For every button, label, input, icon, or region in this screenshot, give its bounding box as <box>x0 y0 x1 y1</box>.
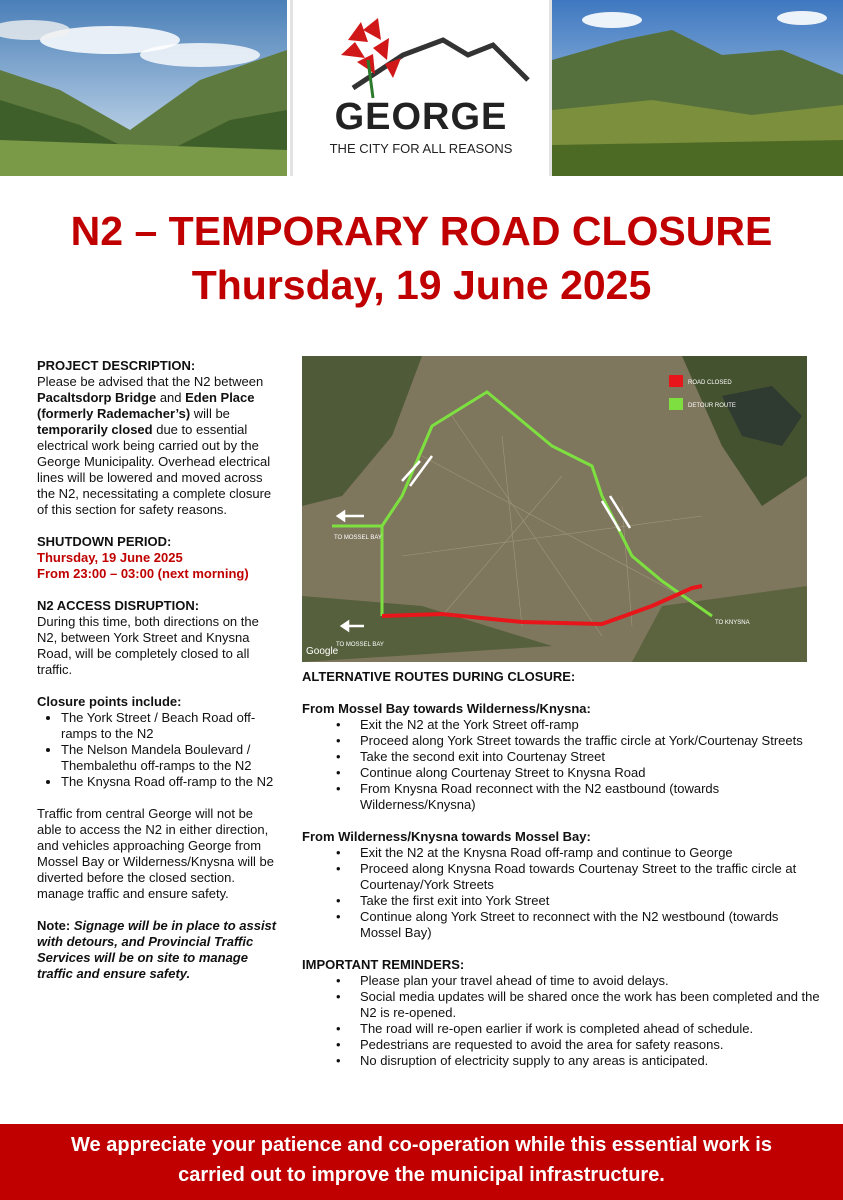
footer-line-1: We appreciate your patience and co-operation while this essential work is <box>71 1134 772 1156</box>
list-item: • Take the first exit into York Street <box>360 893 822 909</box>
shutdown-date: Thursday, 19 June 2025 <box>37 550 183 565</box>
list-item: • The road will re-open earlier if work is completed ahead of schedule. <box>360 1021 822 1037</box>
detour-map <box>302 356 807 662</box>
traffic-info: Traffic from central George will not be able to access the N2 in either direction, and vehicles approaching George from Mossel Bay or Wilderness/Knysna will be diverted before the closed section. manage traffic and ensure safety. <box>37 806 274 901</box>
list-item: • The Nelson Mandela Boulevard / Thembalethu off-ramps to the N2 <box>61 742 277 774</box>
label-to-knysna: TO KNYSNA <box>715 620 750 626</box>
project-heading: PROJECT DESCRIPTION: <box>37 358 196 373</box>
access-heading: N2 ACCESS DISRUPTION: <box>37 598 200 613</box>
list-item: • Social media updates will be shared once the work has been completed and the N2 is re-opened. <box>360 989 822 1021</box>
closure-points <box>37 694 277 790</box>
page-date: Thursday, 19 June 2025 <box>191 262 652 308</box>
east-route-list <box>302 717 822 813</box>
east-route-heading: From Mossel Bay towards Wilderness/Knysna: <box>302 701 591 716</box>
flower-mountain-icon <box>293 0 549 100</box>
list-item: • Proceed along York Street towards the traffic circle at York/Courtenay Streets <box>360 733 822 749</box>
shutdown-time: From 23:00 – 03:00 (next morning) <box>37 566 249 581</box>
note: Note: Signage will be in place to assist with detours, and Provincial Traffic Services will be on site to manage traffic and ensure safety. <box>37 918 277 981</box>
header-banner <box>0 0 843 176</box>
closure-heading: Closure points include: <box>37 694 182 709</box>
list-item: • Exit the N2 at the York Street off-ramp <box>360 717 822 733</box>
list-item: • Proceed along Knysna Road towards Courtenay Street to the traffic circle at Courtenay/York Streets <box>360 861 822 893</box>
mountain-photo-left <box>0 0 287 176</box>
shutdown-period <box>37 534 277 582</box>
label-to-mossel-bay-top: TO MOSSEL BAY <box>334 535 382 541</box>
list-item: • Continue along York Street to reconnect with the N2 westbound (towards Mossel Bay) <box>360 909 822 941</box>
george-logo <box>290 0 552 176</box>
list-item: • From Knysna Road reconnect with the N2 eastbound (towards Wilderness/Knysna) <box>360 781 822 813</box>
project-description: PROJECT DESCRIPTION: Please be advised that the N2 between Pacaltsdorp Bridge and Eden Place (formerly Rademacher’s) will be temporarily closed due to essential electrical work being carried out by the George Municipality. Overhead electrical lines will be lowered and moved across the N2, necessitating a complete closure of this section for safety reasons. <box>37 358 272 517</box>
page-title: N2 – TEMPORARY ROAD CLOSURE <box>70 208 773 254</box>
routes-heading: ALTERNATIVE ROUTES DURING CLOSURE: <box>302 669 576 684</box>
list-item: • The Knysna Road off-ramp to the N2 <box>61 774 277 790</box>
list-item: • Pedestrians are requested to avoid the area for safety reasons. <box>360 1037 822 1053</box>
west-route-heading: From Wilderness/Knysna towards Mossel Bay: <box>302 829 591 844</box>
logo-tagline: THE CITY FOR ALL REASONS <box>329 141 513 156</box>
reminders-heading: IMPORTANT REMINDERS: <box>302 957 465 972</box>
left-column <box>37 358 277 998</box>
legend-closed-label: ROAD CLOSED <box>688 380 732 386</box>
list-item: • The York Street / Beach Road off-ramps to the N2 <box>61 710 277 742</box>
list-item: • Exit the N2 at the Knysna Road off-ramp and continue to George <box>360 845 822 861</box>
mountain-photo-right <box>552 0 843 176</box>
access-disruption <box>37 598 277 678</box>
list-item: • No disruption of electricity supply to any areas is anticipated. <box>360 1053 822 1069</box>
list-item: • Please plan your travel ahead of time to avoid delays. <box>360 973 822 989</box>
shutdown-heading: SHUTDOWN PERIOD: <box>37 534 172 549</box>
footer-line-2: carried out to improve the municipal infrastructure. <box>178 1164 665 1186</box>
label-to-mossel-bay-bottom: TO MOSSEL BAY <box>336 642 384 648</box>
legend-detour-swatch <box>669 398 683 410</box>
access-text: During this time, both directions on the N2, between York Street and Knysna Road, will be completely closed to all traffic. <box>37 614 259 677</box>
right-column <box>302 669 822 1085</box>
west-route-list <box>302 845 822 941</box>
list-item: • Continue along Courtenay Street to Knysna Road <box>360 765 822 781</box>
google-attribution: Google <box>306 646 339 657</box>
legend-detour-label: DETOUR ROUTE <box>688 403 736 409</box>
logo-wordmark: GEORGE <box>334 96 508 138</box>
footer-banner <box>0 1124 843 1200</box>
reminders-list <box>302 973 822 1069</box>
list-item: • Take the second exit into Courtenay Street <box>360 749 822 765</box>
legend-closed-swatch <box>669 375 683 387</box>
